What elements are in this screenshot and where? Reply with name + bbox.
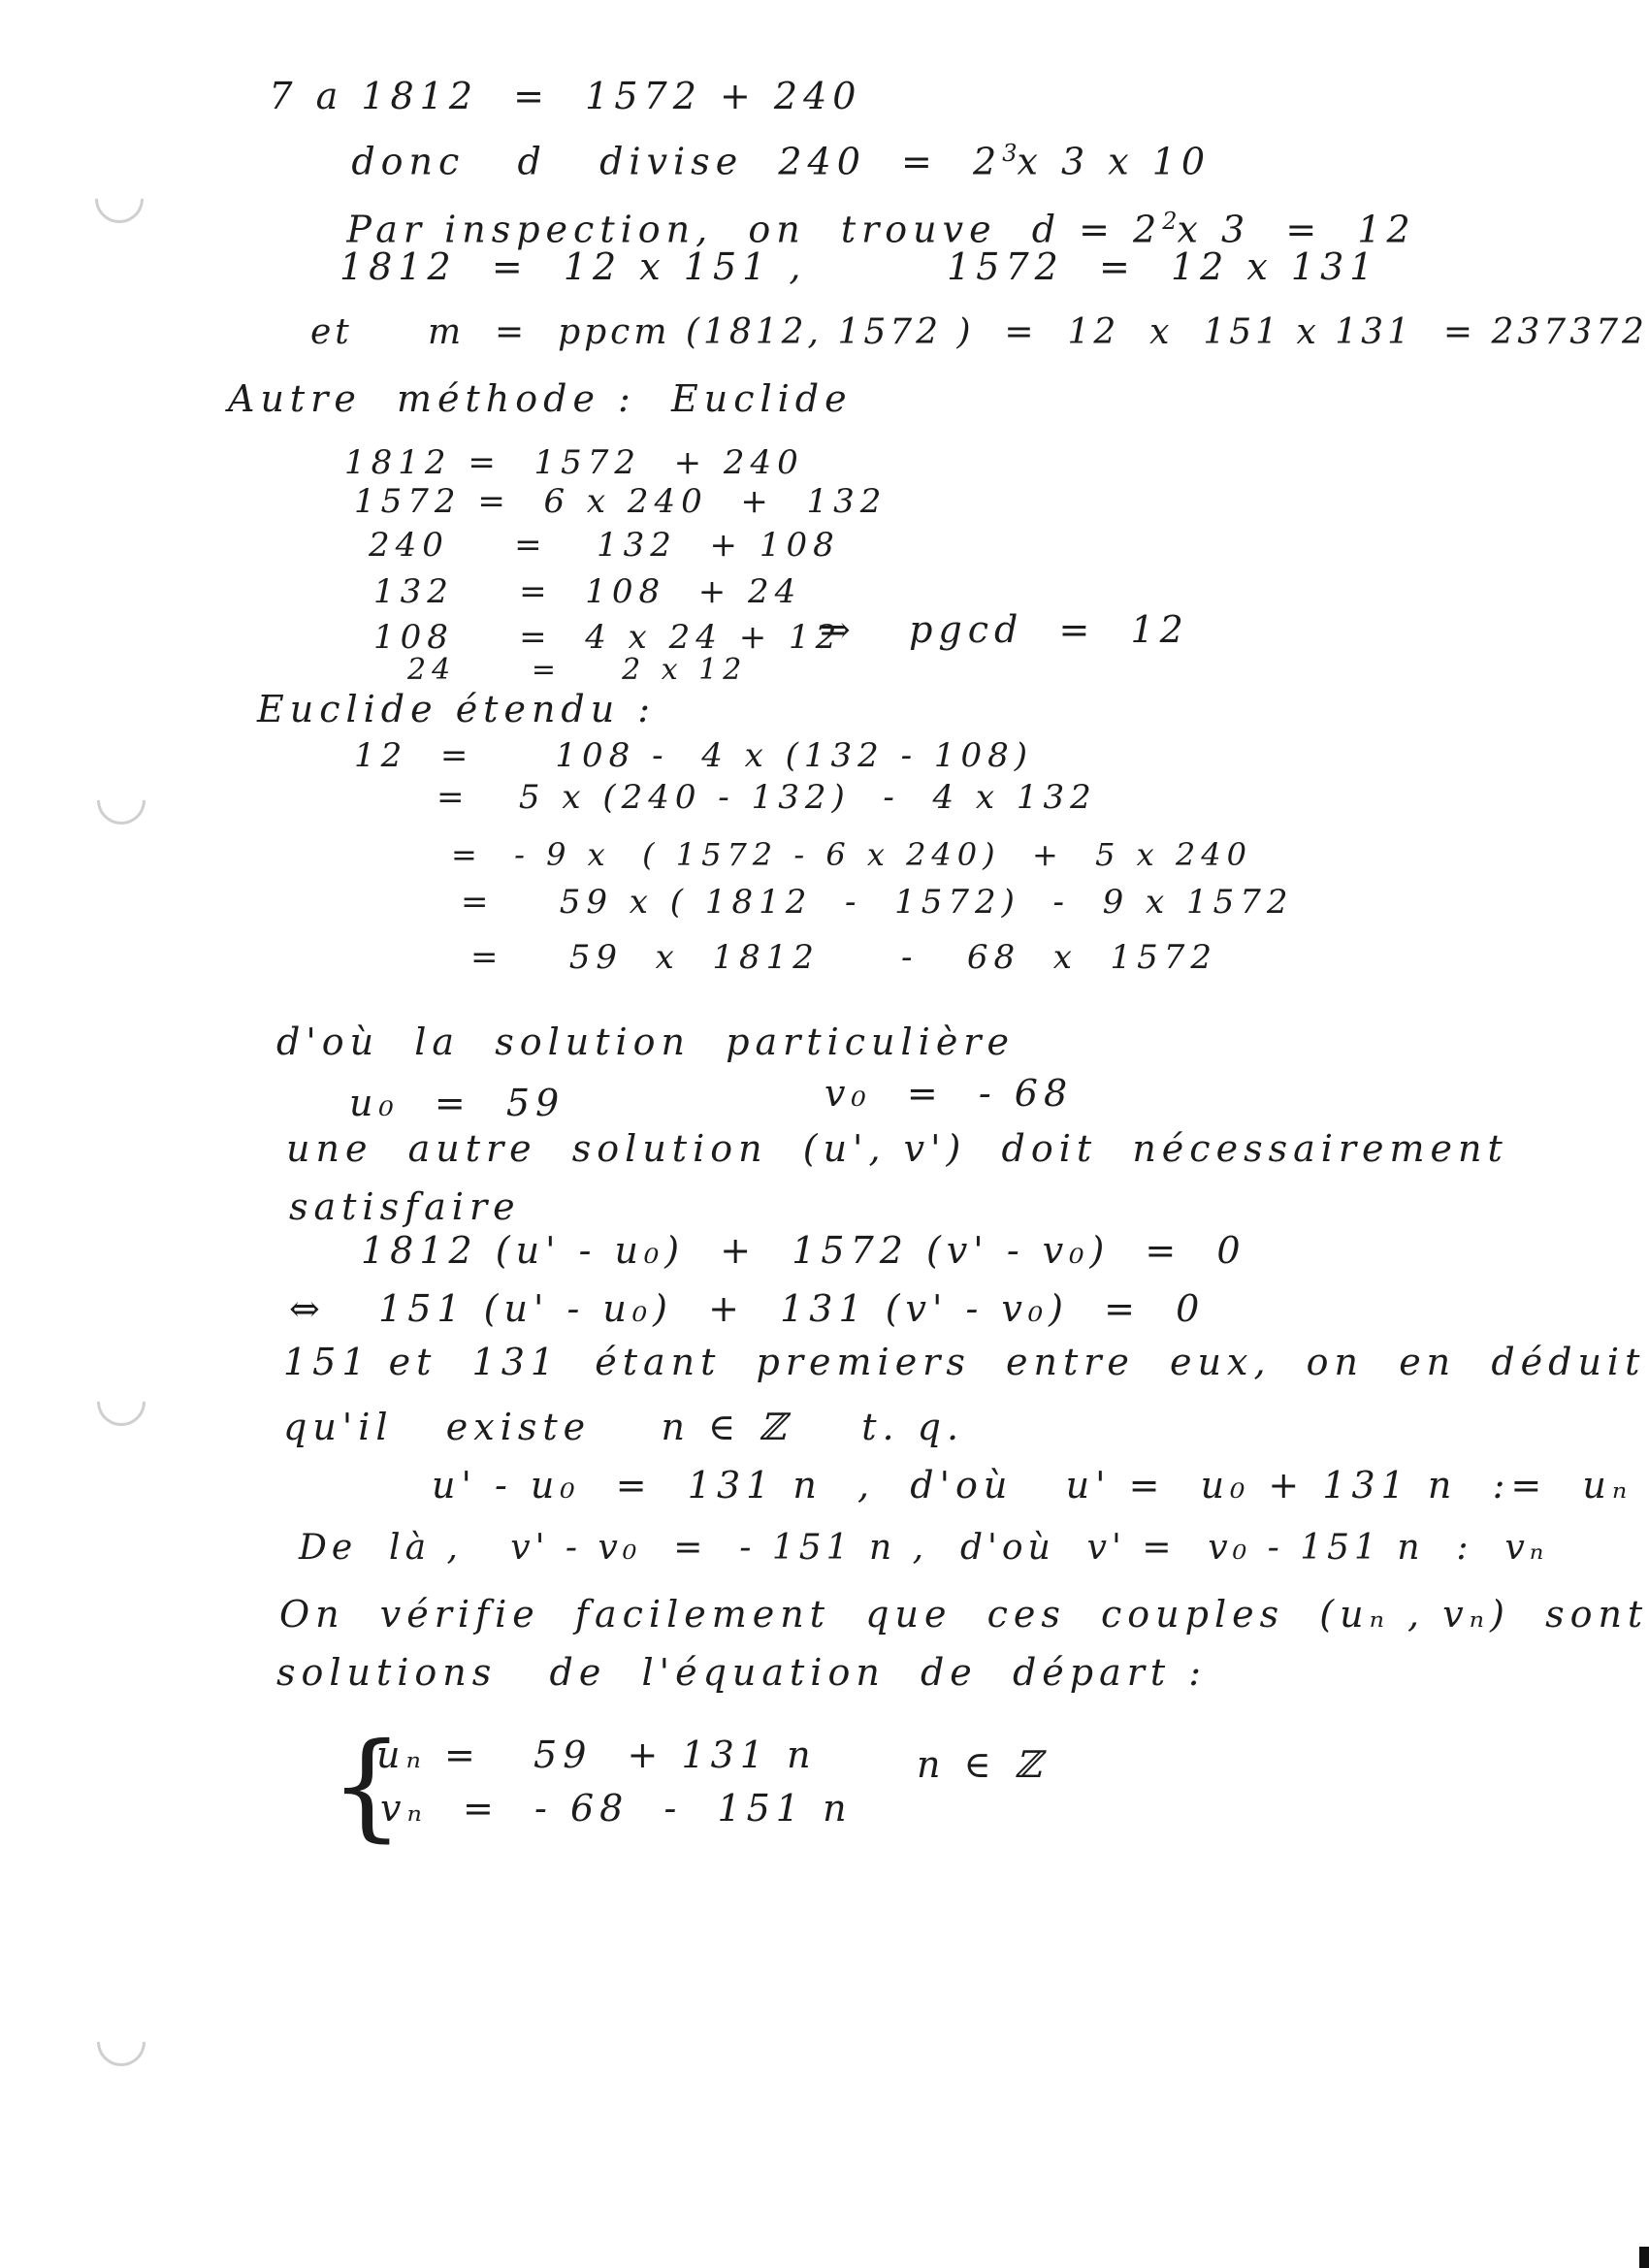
extended-euclid-heading: Euclide étendu : [257,688,657,730]
gcd-conclusion: ⇒ pgcd = 12 [820,608,1189,651]
euclid-step-6: 24 = 2 x 12 [407,653,748,687]
integer-domain: n ∈ ℤ [917,1743,1048,1786]
text-line-5: et m = ppcm (1812, 1572 ) = 12 x 151 x 131 = 237372 [310,312,1648,352]
binder-hole-mark [85,165,154,234]
scan-edge-mark [1639,2247,1649,2268]
general-solution-u: uₙ = 59 + 131 n [376,1733,817,1776]
binder-hole-mark [87,766,156,835]
binder-hole-mark [87,1368,156,1437]
text-line-6: Autre méthode : Euclide [228,377,853,420]
inspection-statement: Par inspection, on trouve d = 2 [346,208,1163,251]
extended-step-1: 12 = 108 - 4 x (132 - 108) [354,736,1034,775]
euclid-step-2: 1572 = 6 x 240 + 132 [354,482,888,521]
particular-solution-heading: d'où la solution particulière [276,1021,1015,1063]
exponent: 2 [1162,208,1178,235]
euclid-step-5: 108 = 4 x 24 + 12 [373,618,843,657]
extended-step-3: = - 9 x ( 1572 - 6 x 240) + 5 x 240 [451,836,1252,873]
text-line-30: solutions de l'équation de départ : [276,1651,1208,1694]
binder-hole-mark [87,2008,156,2077]
text-line-22: satisfaire [289,1185,521,1228]
euclid-step-1: 1812 = 1572 + 240 [344,443,804,482]
text-line-1: 7 a 1812 = 1572 + 240 [269,75,862,117]
extended-step-5: = 59 x 1812 - 68 x 1572 [470,938,1218,977]
text-line-26: qu'il existe n ∈ ℤ t. q. [283,1406,965,1448]
extended-step-4: = 59 x ( 1812 - 1572) - 9 x 1572 [461,883,1294,922]
u0-value: u₀ = 59 [349,1082,566,1124]
inspection-statement-rest: x 3 = 12 [1177,208,1416,251]
equation-line-28: De là , v' - v₀ = - 151 n , d'où v' = v₀ - 151 n : vₙ [299,1528,1549,1568]
extended-step-2: = 5 x (240 - 132) - 4 x 132 [436,778,1097,817]
divisor-statement-rest: x 3 x 10 [1017,140,1212,183]
euclid-step-3: 240 = 132 + 108 [369,526,840,565]
exponent: 3 [1002,140,1018,167]
system-brace: { [330,1719,404,1854]
text-line-21: une autre solution (u', v') doit nécessairement [286,1127,1508,1170]
text-line-29: On vérifie facilement que ces couples (uₙ , vₙ) sont [279,1593,1649,1636]
equation-line-23: 1812 (u' - u₀) + 1572 (v' - v₀) = 0 [361,1229,1246,1272]
equation-line-24: ⇔ 151 (u' - u₀) + 131 (v' - v₀) = 0 [289,1287,1206,1330]
text-line-4: 1812 = 12 x 151 , 1572 = 12 x 131 [340,245,1379,288]
divisor-statement: donc d divise 240 = 2 [351,140,1003,183]
euclid-step-4: 132 = 108 + 24 [373,572,802,611]
general-solution-v: vₙ = - 68 - 151 n [380,1787,853,1830]
equation-line-27: u' - u₀ = 131 n , d'où u' = u₀ + 131 n := uₙ [432,1464,1633,1507]
text-line-25: 151 et 131 étant premiers entre eux, on en déduit [283,1341,1646,1383]
v0-value: v₀ = - 68 [824,1072,1074,1115]
